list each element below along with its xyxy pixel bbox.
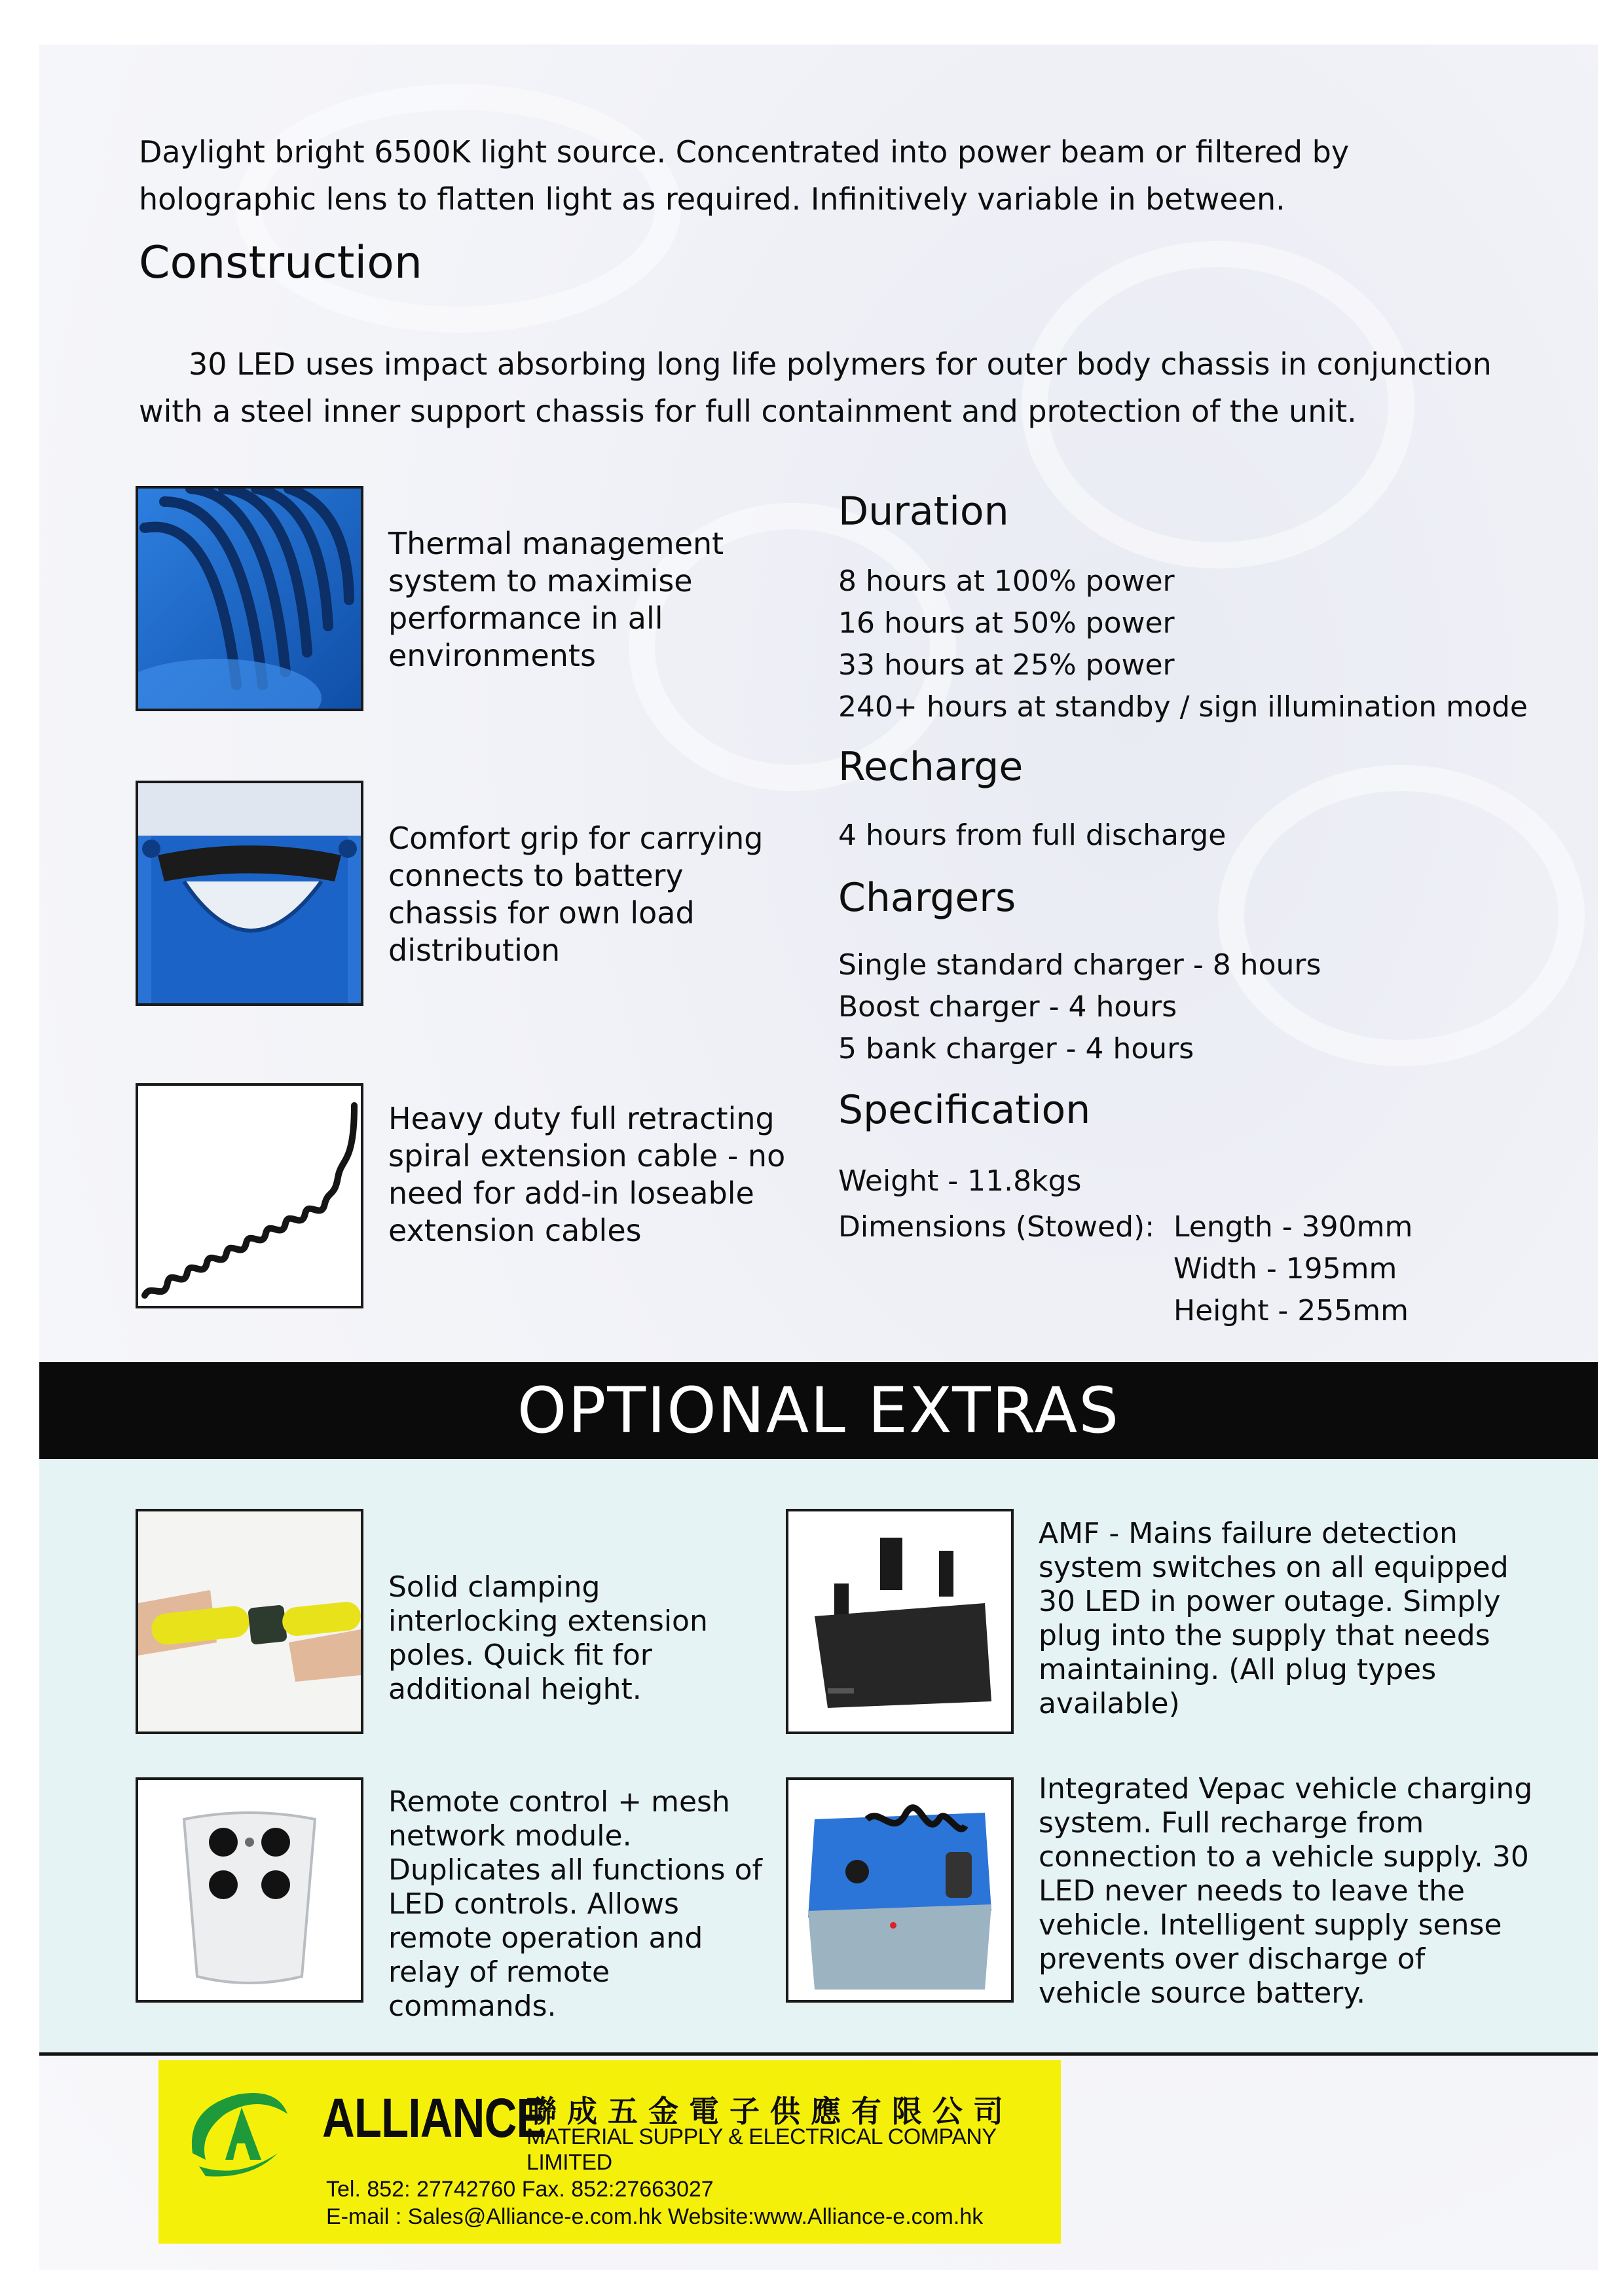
vehicle-charging-image — [786, 1777, 1014, 2003]
charger-line: Single standard charger - 8 hours — [838, 948, 1321, 982]
recharge-list — [838, 815, 1226, 857]
alliance-logo-icon — [179, 2081, 291, 2179]
company-footer — [158, 2060, 1061, 2244]
amf-plug-image — [786, 1509, 1014, 1734]
construction-text: 30 LED uses impact absorbing long life polymers for outer body chassis in conjunction with a steel inner support chassis for full containment and protection of the unit. — [139, 346, 1492, 429]
feature-cable-text: Heavy duty full retracting spiral extension cable - no need for add-in loseable extension cables — [388, 1101, 786, 1248]
extra-amf-text — [1039, 1517, 1536, 1721]
spec-height: Height - 255mm — [1173, 1294, 1409, 1327]
extra-vehicle-text: Integrated Vepac vehicle charging system. Full recharge from connection to a vehicle supply. 30 LED never needs to leave the vehicle. Intelligent supply sense prevents over discharge of vehicle source battery. — [1039, 1772, 1533, 2010]
footer-divider — [39, 2052, 1598, 2056]
chargers-heading: Chargers — [838, 875, 1016, 921]
extra-remote-text: Remote control + mesh network module. Duplicates all functions of LED controls. Allows remote operation and relay of remote commands. — [388, 1785, 762, 2023]
extra-poles-text: Solid clamping interlocking extension poles. Quick fit for additional height. — [388, 1570, 708, 1706]
construction-heading: Construction — [139, 237, 422, 289]
spec-length: Length - 390mm — [1173, 1210, 1413, 1244]
spec-weight: Weight - 11.8kgs — [838, 1164, 1082, 1198]
construction-paragraph — [139, 341, 1527, 435]
duration-heading: Duration — [838, 489, 1009, 534]
intro-paragraph: Daylight bright 6500K light source. Concentrated into power beam or filtered by holographic lens to flatten light as required. Infinitively variable in between. — [139, 134, 1350, 217]
chargers-list — [838, 944, 1321, 1070]
brand-chinese-name: 聯成五金電子供應有限公司 — [526, 2094, 1014, 2129]
remote-control-image — [136, 1777, 363, 2003]
recharge-line: 4 hours from full discharge — [838, 819, 1227, 852]
duration-line: 33 hours at 25% power — [838, 648, 1175, 682]
spec-dimensions-values — [1173, 1206, 1412, 1332]
optional-extras-banner: OPTIONAL EXTRAS — [39, 1362, 1598, 1459]
contact-email-website: E-mail : Sales@Alliance-e.com.hk Website:www.Alliance-e.com.hk — [326, 2204, 984, 2229]
spec-width: Width - 195mm — [1173, 1252, 1397, 1286]
extra-amf-content: AMF - Mains failure detection system switches on all equipped 30 LED in power outage. Simply plug into the supply that needs maintaining. (All plug types available) — [1039, 1517, 1509, 1720]
duration-line: 8 hours at 100% power — [838, 565, 1175, 598]
duration-list — [838, 561, 1528, 728]
charger-line: Boost charger - 4 hours — [838, 990, 1177, 1024]
thermal-fins-image — [136, 486, 363, 711]
feature-thermal-text: Thermal management system to maximise performance in all environments — [388, 526, 724, 673]
spec-dimensions-label: Dimensions (Stowed): — [838, 1210, 1155, 1244]
contact-phone-fax: Tel. 852: 27742760 Fax. 852:27663027 — [326, 2177, 714, 2202]
feature-grip-text: Comfort grip for carrying connects to battery chassis for own load distribution — [388, 821, 764, 968]
duration-line: 240+ hours at standby / sign illumination mode — [838, 690, 1528, 724]
charger-line: 5 bank charger - 4 hours — [838, 1032, 1194, 1065]
spiral-cable-image — [136, 1083, 363, 1308]
brand-english-name: MATERIAL SUPPLY & ELECTRICAL COMPANY LIMITED — [526, 2124, 996, 2175]
extension-pole-image — [136, 1509, 363, 1734]
brand-name: ALLIANCE — [322, 2087, 546, 2149]
specification-heading: Specification — [838, 1087, 1091, 1133]
recharge-heading: Recharge — [838, 744, 1024, 790]
comfort-grip-image — [136, 781, 363, 1006]
duration-line: 16 hours at 50% power — [838, 606, 1175, 640]
